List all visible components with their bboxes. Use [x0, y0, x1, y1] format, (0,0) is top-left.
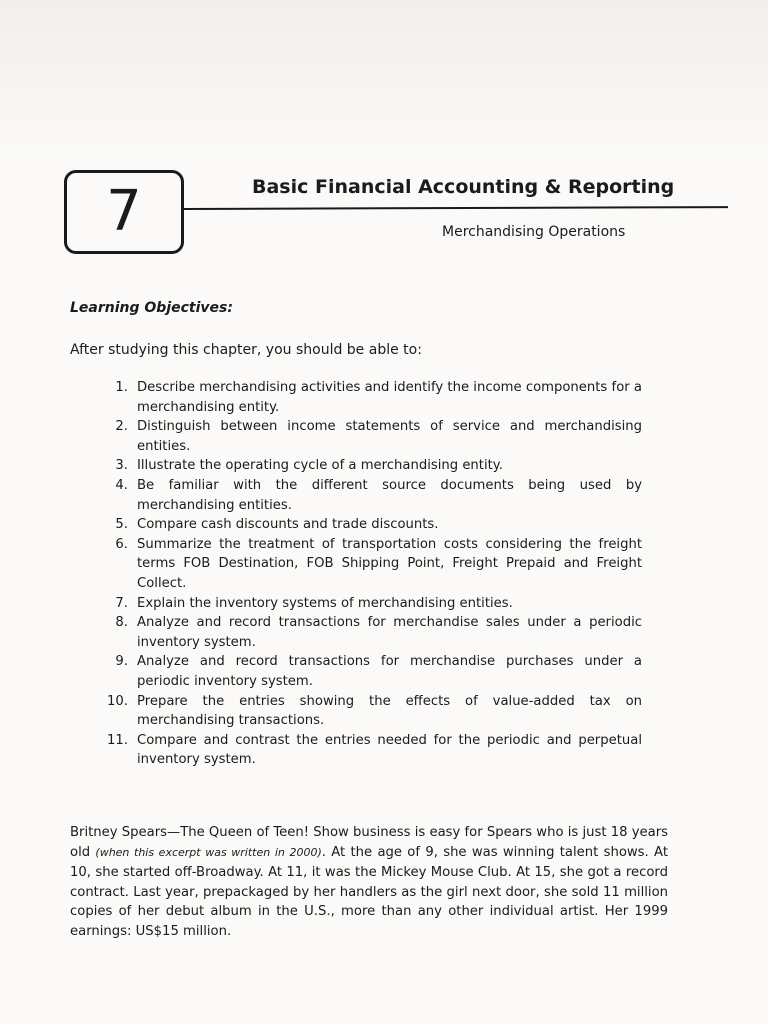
objective-text: Explain the inventory systems of merchandising entities.	[137, 595, 513, 611]
objective-number: 6.	[115, 536, 128, 552]
objective-item	[92, 535, 642, 594]
narrative-paragraph	[70, 823, 668, 942]
chapter-title: Basic Financial Accounting & Reporting	[252, 176, 675, 198]
narrative-text-end: . At the age of 9, she was winning talent shows. At 10, she started off-Broadway. At 11, it was the Mickey Mouse Club. At 15, she got a record contract. Last year, prepackaged by her handlers as the girl next door, she sold 11 million copies of her debut album in the U.S., more than any other individual artist. Her 1999 earnings: US$15 million.	[70, 844, 668, 940]
objective-number: 2.	[115, 419, 128, 435]
objective-text: Analyze and record transactions for merchandise sales under a periodic inventory system.	[137, 615, 642, 650]
objective-item	[92, 417, 642, 456]
objective-text: Describe merchandising activities and identify the income components for a merchandising entity.	[137, 380, 642, 415]
objective-number: 8.	[115, 615, 128, 631]
objective-text: Prepare the entries showing the effects of value-added tax on merchandising transactions.	[137, 693, 642, 729]
objective-number: 10.	[107, 693, 128, 709]
objective-number: 1.	[115, 380, 128, 395]
objective-text: Compare cash discounts and trade discounts.	[137, 517, 439, 533]
objective-item	[92, 613, 642, 652]
objective-number: 9.	[115, 654, 128, 670]
objective-item	[92, 731, 642, 770]
learning-objectives-list	[92, 378, 642, 770]
objective-number: 11.	[107, 732, 128, 748]
narrative-text-start: Britney Spears—The Queen of Teen! Show business is easy for Spears who is just 18 years old	[70, 825, 668, 860]
chapter-number: 7	[106, 179, 142, 244]
objective-item	[92, 456, 642, 476]
objective-number: 5.	[115, 517, 128, 533]
objective-text: Compare and contrast the entries needed for the periodic and perpetual inventory system.	[137, 732, 642, 768]
objective-number: 3.	[115, 458, 128, 474]
faint-bleedthrough-area	[0, 0, 768, 160]
header-rule	[184, 206, 728, 210]
narrative-inline-note: (when this excerpt was written in 2000)	[95, 845, 322, 859]
objective-text: Summarize the treatment of transportation costs considering the freight terms FOB Destination, FOB Shipping Point, Freight Prepaid and Freight Collect.	[137, 536, 642, 591]
objective-text: Illustrate the operating cycle of a merchandising entity.	[137, 458, 503, 474]
objective-item	[92, 515, 642, 535]
objective-item	[92, 692, 642, 731]
learning-objectives-intro: After studying this chapter, you should be able to:	[70, 342, 422, 358]
chapter-number-box	[64, 170, 184, 254]
chapter-subtitle: Merchandising Operations	[442, 224, 626, 240]
objective-item	[92, 476, 642, 515]
objective-text: Distinguish between income statements of service and merchandising entities.	[137, 419, 642, 454]
objective-text: Analyze and record transactions for merchandise purchases under a periodic inventory system.	[137, 654, 642, 689]
objective-text: Be familiar with the different source documents being used by merchandising entities.	[137, 477, 642, 513]
objective-item	[92, 378, 642, 417]
learning-objectives-heading: Learning Objectives:	[70, 300, 233, 316]
objective-number: 4.	[115, 477, 128, 493]
objective-number: 7.	[115, 595, 128, 611]
objective-item	[92, 594, 642, 614]
objective-item	[92, 652, 642, 691]
